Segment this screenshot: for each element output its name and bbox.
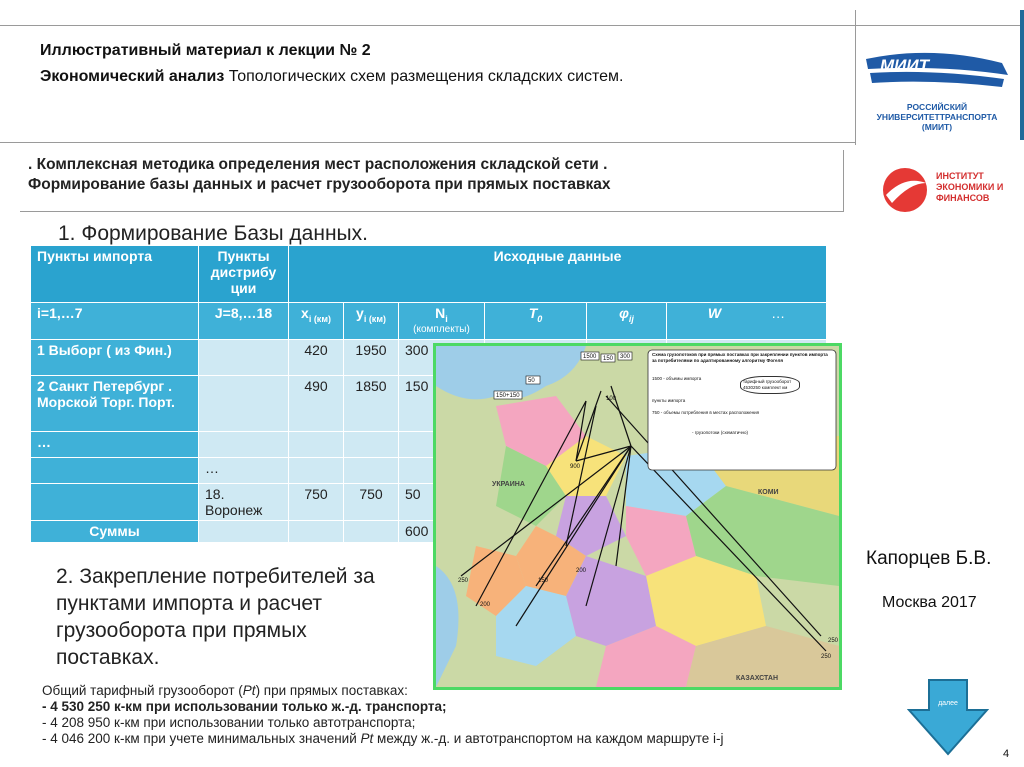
map-label-kazakhstan: КАЗАХСТАН: [736, 675, 778, 682]
page-number: 4: [1003, 748, 1010, 760]
map-value-250c: 250: [821, 654, 832, 660]
notes-line-1: Общий тарифный грузооборот (Pt) при прямых поставках:: [42, 683, 408, 698]
miit-emblem-icon: [862, 45, 1012, 95]
ief-logo: [880, 165, 1020, 215]
next-label: далее: [938, 700, 958, 707]
subheading-rule: [20, 211, 844, 212]
table-header-row: [31, 246, 827, 303]
author-name: Капорцев Б.В.: [866, 548, 992, 569]
map-value-300: 300: [620, 354, 631, 360]
ief-line-2: ЭКОНОМИКИ И: [936, 182, 1004, 192]
row2-x: 490: [289, 376, 344, 432]
row5-distrib: 18. Воронеж: [199, 484, 289, 521]
miit-word: МИИТ: [880, 56, 929, 75]
header-source: Исходные данные: [289, 246, 827, 303]
param-phi: $\varphi_{ij}$: [587, 303, 667, 340]
side-divider: [843, 150, 844, 212]
row2-y: 1850: [344, 376, 399, 432]
row5-x: 750: [289, 484, 344, 521]
header-import: Пункты импорта: [31, 246, 199, 303]
row5-y: 750: [344, 484, 399, 521]
notes-line-4: - 4 046 200 к-км при учете минимальных значений Pt между ж.-д. и автотранспортом на каждом маршруте i-j: [42, 731, 724, 746]
title-line-2-rest: Топологических схем размещения складских систем.: [224, 68, 624, 85]
map-value-200b: 200: [576, 568, 587, 574]
sum-label: Суммы: [31, 521, 199, 543]
map-label-komi: КОМИ: [758, 489, 779, 496]
map-legend: Схема грузопотоков при прямых поставках при закреплении пунктов импорта за потребителями по адаптированному алгоритму Фогеля 1500 - объемы импорта тарифный грузооборот 4530250 комплект км пункты импорта 750 - объемы потребления в местах расположения - грузопотоки (схематично): [648, 350, 836, 470]
param-w: W …: [667, 303, 827, 340]
param-x: $x_{i (км)}$: [289, 303, 344, 340]
index-distrib: J=8,…18: [199, 303, 289, 340]
miit-line-3: (МИИТ): [921, 122, 953, 132]
row1-n: 300: [399, 340, 485, 376]
subheading-line-1: . Комплексная методика определения мест расположения складской сети .: [28, 156, 608, 173]
map-value-150: 150: [603, 356, 614, 362]
param-t: $T_0$: [485, 303, 587, 340]
row1-name: 1 Выборг ( из Фин.): [31, 340, 199, 376]
map-value-50: 50: [528, 378, 535, 384]
row2-n: 150: [399, 376, 485, 432]
map-value-250a: 250: [458, 578, 469, 584]
title-line-2-bold: Экономический анализ: [40, 68, 225, 85]
miit-logo: [862, 45, 1012, 131]
city-year: Москва 2017: [882, 594, 977, 611]
title-line-1: Иллюстративный материал к лекции № 2: [40, 42, 371, 59]
page-title: [40, 38, 624, 90]
next-button[interactable]: [907, 678, 989, 756]
miit-line-2: УНИВЕРСИТЕТТРАНСПОРТА: [876, 112, 998, 122]
map-value-900: 900: [570, 464, 581, 470]
row2-name: 2 Санкт Петербург . Морской Торг. Порт.: [31, 376, 199, 432]
ief-line-3: ФИНАНСОВ: [936, 193, 990, 203]
row3-name: …: [31, 432, 199, 458]
subheading: [28, 155, 611, 195]
section-1-heading: 1. Формирование Базы данных.: [58, 222, 368, 245]
row1-y: 1950: [344, 340, 399, 376]
flow-map: [433, 343, 842, 690]
map-value-150x150: 150+150: [496, 393, 520, 399]
map-graphic: [436, 346, 839, 687]
map-value-100: 100: [606, 396, 617, 402]
row1-x: 420: [289, 340, 344, 376]
sum-n: 600: [399, 521, 485, 543]
map-label-ukraina: УКРАИНА: [492, 481, 525, 488]
miit-line-1: РОССИЙСКИЙ: [906, 102, 968, 112]
logo-divider: [855, 10, 856, 145]
map-value-1500: 1500: [583, 354, 597, 360]
map-value-200a: 200: [480, 602, 491, 608]
notes-line-3: - 4 208 950 к-км при использовании только автотранспорта;: [42, 715, 416, 730]
edge-accent: [1020, 10, 1024, 140]
map-value-150b: 150: [538, 578, 549, 584]
header-distrib: Пункты дистрибу ции: [199, 246, 289, 303]
row5-n: 50: [399, 484, 485, 521]
top-rule: [0, 25, 1024, 26]
header-rule: [0, 142, 856, 143]
table-param-row: [31, 303, 827, 340]
row4-distrib: …: [199, 458, 289, 484]
section-2-heading: 2. Закрепление потребителей за пунктами импорта и расчет грузооборота при прямых поставках.: [56, 565, 375, 669]
index-import: i=1,…7: [31, 303, 199, 340]
turnover-notes: [42, 683, 724, 747]
arrow-down-icon: [907, 678, 989, 756]
map-value-250b: 250: [828, 638, 839, 644]
notes-line-2: - 4 530 250 к-км при использовании только ж.-д. транспорта;: [42, 699, 447, 714]
param-n: $N_i$ (комплекты): [399, 303, 485, 340]
subheading-line-2: Формирование базы данных и расчет грузооборота при прямых поставках: [28, 176, 611, 193]
ief-line-1: ИНСТИТУТ: [936, 171, 984, 181]
ief-emblem-icon: [880, 165, 930, 215]
param-y: $y_{i (км)}$: [344, 303, 399, 340]
